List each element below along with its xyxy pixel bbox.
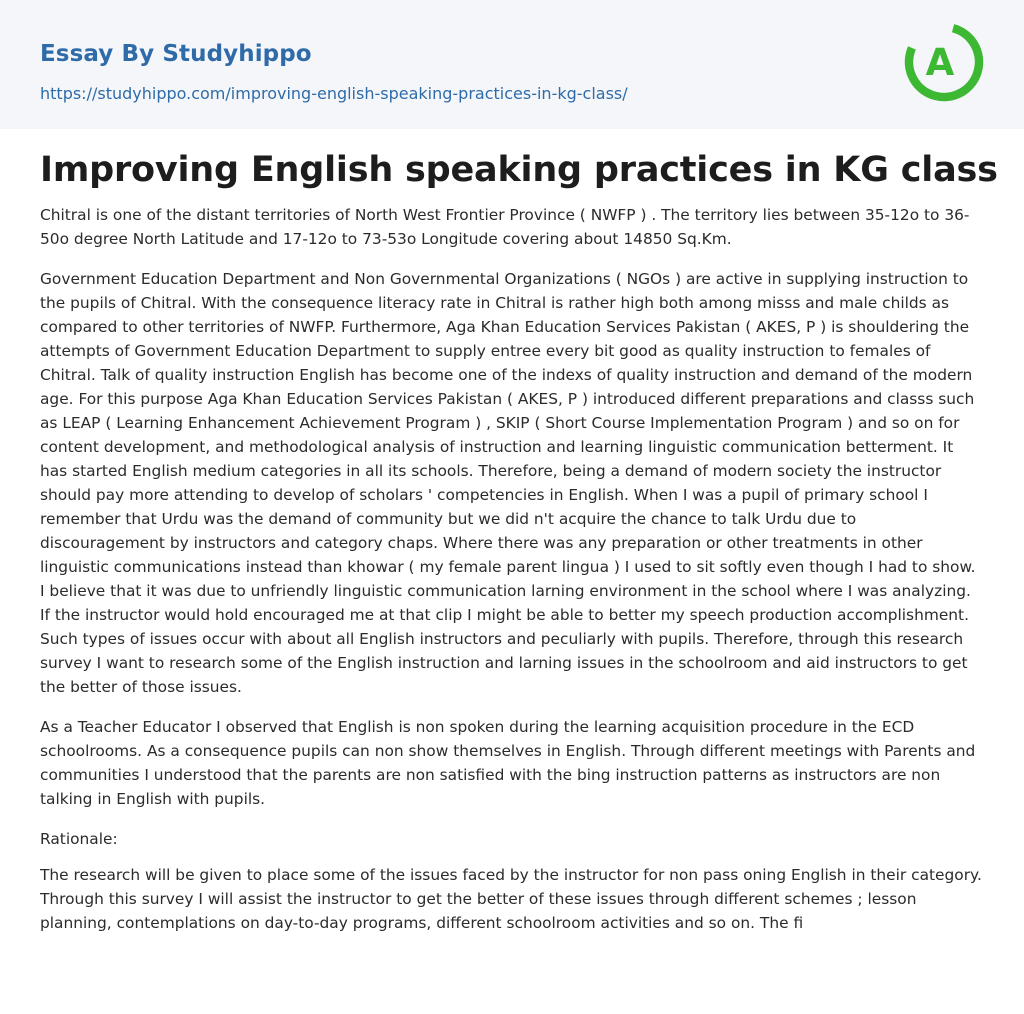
paragraph-observation: As a Teacher Educator I observed that English is non spoken during the learning acquisition procedure in the ECD schoolrooms. As a consequence pupils can non show themselves in English. Through different meetings with Parents and communities I understood that the parents are non satisfied with the bing instruction patterns as instructors are non talking in English with pupils. [40, 718, 976, 808]
section-heading-rationale: Rationale: [40, 830, 118, 848]
studyhippo-logo-icon[interactable] [904, 18, 988, 106]
brand-name[interactable]: Essay By Studyhippo [40, 41, 312, 67]
paragraph-intro: Chitral is one of the distant territories of North West Frontier Province ( NWFP ) . The territory lies between 35-12o to 36-50o degree North Latitude and 17-12o to 73-53o Longitude covering about 14850 Sq.Km. [40, 206, 970, 248]
logo-letter: A [925, 41, 955, 84]
article-content [0, 129, 1024, 935]
site-header [0, 0, 1024, 129]
paragraph-rationale: The research will be given to place some of the issues faced by the instructor for non pass oning English in their category. Through this survey I will assist the instructor to get the better of these issues through different schemes ; lesson planning, contemplations on day-to-day programs, different schoolroom activities and so on. The fi [40, 866, 982, 932]
article-title: Improving English speaking practices in KG class [40, 150, 998, 190]
paragraph-background: Government Education Department and Non Governmental Organizations ( NGOs ) are active in supplying instruction to the pupils of Chitral. With the consequence literacy rate in Chitral is rather high both among misss and male childs as compared to other territories of NWFP. Furthermore, Aga Khan Education Services Pakistan ( AKES, P ) is shouldering the attempts of Government Education Department to supply entree every bit good as quality instruction to females of Chitral. Talk of quality instruction English has become one of the indexs of quality instruction and demand of the modern age. For this purpose Aga Khan Education Services Pakistan ( AKES, P ) introduced different preparations and classs such as LEAP ( Learning Enhancement Achievement Program ) , SKIP ( Short Course Implementation Program ) and so on for content development, and methodological analysis of instruction and learning linguistic communication betterment. It has started English medium categories in all its schools. Therefore, being a demand of modern society the instructor should pay more attending to develop of scholars ' competencies in English. When I was a pupil of primary school I remember that Urdu was the demand of community but we did n't acquire the chance to talk Urdu due to discouragement by instructors and category chaps. Where there was any preparation or other treatments in other linguistic communications instead than khowar ( my female parent lingua ) I used to sit softly even though I had to show. I believe that it was due to unfriendly linguistic communication larning environment in the school where I was analyzing. If the instructor would hold encouraged me at that clip I might be able to better my speech production accomplishment. Such types of issues occur with about all English instructors and peculiarly with pupils. Therefore, through this research survey I want to research some of the English instruction and larning issues in the schoolroom and aid instructors to get the better of those issues. [40, 270, 976, 696]
source-url-link[interactable]: https://studyhippo.com/improving-english-speaking-practices-in-kg-class/ [40, 84, 628, 103]
